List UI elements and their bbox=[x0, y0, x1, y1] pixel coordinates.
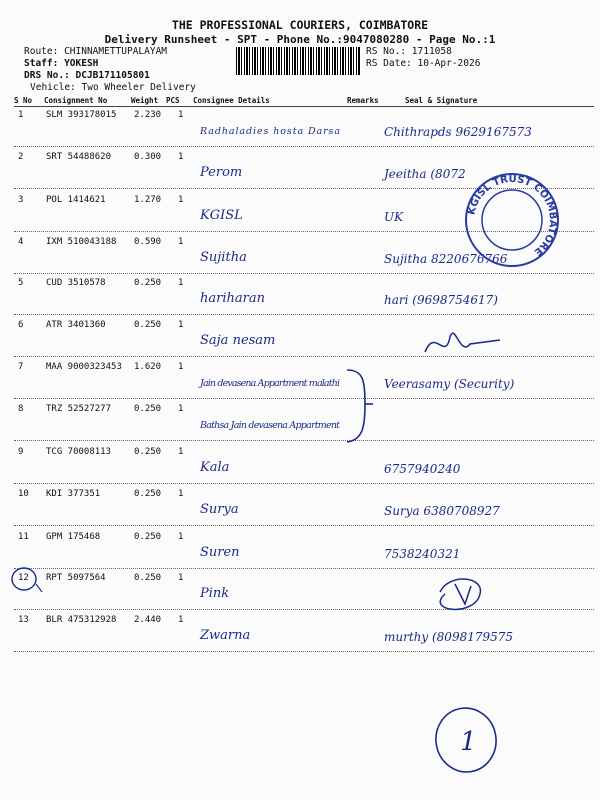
cell-pcs: 1 bbox=[178, 404, 184, 414]
circled-page-mark bbox=[428, 700, 508, 780]
signature-text: Surya 6380708927 bbox=[384, 504, 500, 518]
signature-handwriting bbox=[380, 278, 555, 316]
cell-sno: 4 bbox=[18, 237, 24, 247]
cell-pcs: 1 bbox=[178, 615, 184, 625]
signature-text: murthy (8098179575 bbox=[384, 630, 514, 644]
row-separator bbox=[14, 314, 594, 315]
vehicle-value: Two Wheeler Delivery bbox=[81, 82, 196, 93]
cell-sno: 10 bbox=[18, 489, 29, 499]
consignee-text: Surya bbox=[200, 502, 239, 517]
consignee-text: Saja nesam bbox=[200, 333, 276, 348]
cell-cno: SRT 54488620 bbox=[46, 152, 112, 162]
signature-text: Veerasamy (Security) bbox=[384, 377, 515, 391]
seal-text: KGISL TRUST COIMBATORE bbox=[466, 173, 559, 258]
signature-scribble bbox=[425, 572, 515, 617]
signature-handwriting bbox=[380, 195, 555, 233]
cell-wt: 0.250 bbox=[134, 278, 162, 288]
cell-sno: 6 bbox=[18, 320, 24, 330]
cell-sno: 5 bbox=[18, 278, 24, 288]
cell-wt: 0.250 bbox=[134, 320, 162, 330]
barcode bbox=[236, 47, 361, 75]
cell-wt: 2.440 bbox=[134, 615, 162, 625]
signature-scribble bbox=[420, 322, 510, 367]
cell-sno: 3 bbox=[18, 195, 24, 205]
cell-wt: 2.230 bbox=[134, 110, 162, 120]
cell-sno: 1 bbox=[18, 110, 24, 120]
consignee-handwriting bbox=[196, 320, 346, 358]
cell-cno: POL 1414621 bbox=[46, 195, 106, 205]
row-separator bbox=[14, 483, 594, 484]
cell-wt: 0.250 bbox=[134, 447, 162, 457]
kgisl-trust-seal bbox=[462, 170, 562, 270]
cell-wt: 1.270 bbox=[134, 195, 162, 205]
rs-date-label: RS Date: bbox=[366, 58, 412, 69]
consignee-handwriting bbox=[196, 237, 346, 275]
row-separator bbox=[14, 398, 594, 399]
signature-text: Chithrapds 9629167573 bbox=[384, 125, 532, 139]
col-pcs: PCS bbox=[166, 96, 180, 105]
consignee-handwriting bbox=[196, 362, 346, 400]
cell-wt: 0.250 bbox=[134, 489, 162, 499]
signature-handwriting bbox=[380, 362, 555, 400]
cell-cno: KDI 377351 bbox=[46, 489, 101, 499]
cell-pcs: 1 bbox=[178, 532, 184, 542]
signature-handwriting bbox=[380, 237, 555, 275]
cell-pcs: 1 bbox=[178, 278, 184, 288]
consignee-handwriting bbox=[196, 110, 346, 148]
cell-sno: 9 bbox=[18, 447, 24, 457]
consignee-handwriting bbox=[196, 152, 346, 190]
circled-number: 1 bbox=[460, 727, 477, 757]
col-consignment: Consignment No bbox=[44, 96, 108, 105]
cell-cno: TCG 70008113 bbox=[46, 447, 112, 457]
cell-wt: 0.590 bbox=[134, 237, 162, 247]
cell-cno: IXM 510043188 bbox=[46, 237, 117, 247]
cell-wt: 0.250 bbox=[134, 404, 162, 414]
rs-date-line bbox=[366, 58, 480, 69]
cell-pcs: 1 bbox=[178, 152, 184, 162]
consignee-handwriting bbox=[196, 447, 346, 485]
col-sno: S No bbox=[14, 96, 33, 105]
bracket-mark bbox=[345, 366, 375, 446]
cell-pcs: 1 bbox=[178, 573, 184, 583]
cell-cno: TRZ 52527277 bbox=[46, 404, 112, 414]
row-separator bbox=[14, 273, 594, 274]
cell-cno: CUD 3510578 bbox=[46, 278, 106, 288]
cell-wt: 0.250 bbox=[134, 532, 162, 542]
drs-value: DCJB171105801 bbox=[75, 70, 150, 81]
vehicle-label: Vehicle: bbox=[30, 82, 76, 93]
col-remarks: Remarks bbox=[347, 96, 379, 105]
consignee-text: Jain devasena Appartment malathi bbox=[200, 378, 340, 389]
cell-sno: 8 bbox=[18, 404, 24, 414]
col-weight: Weight bbox=[131, 96, 159, 105]
cell-sno: 13 bbox=[18, 615, 29, 625]
cell-cno: RPT 5097564 bbox=[46, 573, 106, 583]
cell-pcs: 1 bbox=[178, 237, 184, 247]
drs-label: DRS No.: bbox=[24, 70, 70, 81]
cell-wt: 1.620 bbox=[134, 362, 162, 372]
rs-no-label: RS No.: bbox=[366, 46, 407, 57]
col-seal-signature: Seal & Signature bbox=[405, 96, 478, 105]
staff-label: Staff: bbox=[24, 58, 59, 69]
cell-wt: 0.250 bbox=[134, 573, 162, 583]
cell-cno: MAA 9000323453 bbox=[46, 362, 122, 372]
consignee-handwriting bbox=[196, 278, 346, 316]
cell-pcs: 1 bbox=[178, 320, 184, 330]
signature-handwriting bbox=[380, 532, 555, 570]
signature-text: Sujitha 8220676766 bbox=[384, 252, 508, 266]
cell-sno: 7 bbox=[18, 362, 24, 372]
signature-text: hari (9698754617) bbox=[384, 293, 498, 307]
rs-no-line bbox=[366, 46, 452, 57]
signature-handwriting bbox=[380, 489, 555, 527]
consignee-handwriting bbox=[196, 573, 346, 611]
route-label: Route: bbox=[24, 46, 59, 57]
cell-cno: ATR 3401360 bbox=[46, 320, 106, 330]
row-separator bbox=[14, 609, 594, 610]
drs-line bbox=[24, 70, 150, 81]
route-value: CHINNAMETTUPALAYAM bbox=[64, 46, 168, 57]
header-rule bbox=[14, 106, 594, 107]
rs-no-value: 1711058 bbox=[411, 46, 452, 57]
svg-text:KGISL TRUST COIMBATORE bbox=[466, 174, 558, 258]
signature-handwriting bbox=[380, 447, 555, 485]
cell-cno: GPM 175468 bbox=[46, 532, 101, 542]
consignee-text: Perom bbox=[200, 165, 243, 180]
row-separator bbox=[14, 146, 594, 147]
row-separator bbox=[14, 356, 594, 357]
consignee-text: Sujitha bbox=[200, 250, 247, 265]
cell-cno: BLR 475312928 bbox=[46, 615, 117, 625]
cell-pcs: 1 bbox=[178, 110, 184, 120]
staff-value: YOKESH bbox=[64, 58, 99, 69]
consignee-handwriting bbox=[196, 404, 346, 442]
signature-handwriting bbox=[380, 615, 555, 653]
consignee-text: hariharan bbox=[200, 291, 265, 306]
consignee-handwriting bbox=[196, 489, 346, 527]
consignee-text: Pink bbox=[200, 586, 230, 601]
signature-text: Jeeitha (8072 bbox=[384, 167, 466, 181]
signature-handwriting bbox=[380, 110, 555, 148]
cell-wt: 0.300 bbox=[134, 152, 162, 162]
signature-handwriting bbox=[380, 152, 555, 190]
cell-cno: SLM 393178015 bbox=[46, 110, 117, 120]
rs-date-value: 10-Apr-2026 bbox=[417, 58, 481, 69]
cell-sno: 11 bbox=[18, 532, 29, 542]
row-separator bbox=[14, 568, 594, 569]
consignee-text: Zwarna bbox=[200, 628, 251, 643]
vehicle-line bbox=[30, 82, 196, 93]
consignee-text: KGISL bbox=[200, 208, 243, 223]
signature-text: 7538240321 bbox=[384, 547, 461, 561]
cell-sno: 2 bbox=[18, 152, 24, 162]
cell-pcs: 1 bbox=[178, 195, 184, 205]
row-separator bbox=[14, 231, 594, 232]
row-separator bbox=[14, 440, 594, 441]
cell-sno: 12 bbox=[18, 573, 29, 583]
staff-line bbox=[24, 58, 98, 69]
consignee-text: Kala bbox=[200, 460, 230, 475]
consignee-text: Radhaladies hosta Darsa bbox=[200, 126, 340, 137]
consignee-handwriting bbox=[196, 532, 346, 570]
signature-text: 6757940240 bbox=[384, 462, 461, 476]
cell-pcs: 1 bbox=[178, 447, 184, 457]
consignee-handwriting bbox=[196, 195, 346, 233]
row-separator bbox=[14, 525, 594, 526]
consignee-text: Suren bbox=[200, 545, 240, 560]
signature-text: UK bbox=[384, 210, 404, 224]
runsheet-subtitle: Delivery Runsheet - SPT - Phone No.:9047080280 - Page No.:1 bbox=[104, 33, 496, 46]
company-title: THE PROFESSIONAL COURIERS, COIMBATORE bbox=[171, 18, 429, 32]
route-line bbox=[24, 46, 167, 57]
consignee-text: Bathsa Jain devasena Appartment bbox=[200, 420, 340, 431]
consignee-handwriting bbox=[196, 615, 346, 653]
row-separator bbox=[14, 188, 594, 189]
row-separator bbox=[14, 651, 594, 652]
cell-pcs: 1 bbox=[178, 362, 184, 372]
cell-pcs: 1 bbox=[178, 489, 184, 499]
col-consignee: Consignee Details bbox=[193, 96, 270, 105]
